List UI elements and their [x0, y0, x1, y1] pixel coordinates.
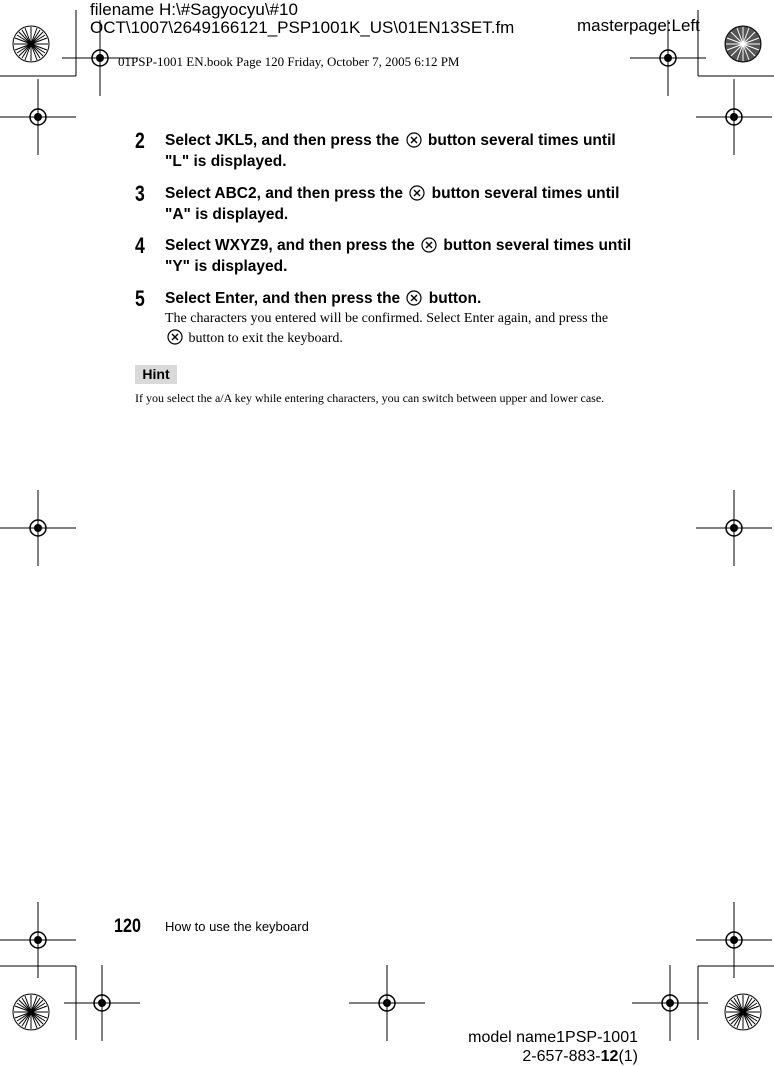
- page-number: 120: [114, 916, 141, 937]
- step-number: 3: [135, 181, 145, 206]
- cross-button-icon: [406, 132, 422, 148]
- masterpage-label: masterpage:Left: [577, 16, 700, 35]
- step-instruction: Select JKL5, and then press the button several times until "L" is displayed.: [165, 132, 616, 170]
- model-name: model name1PSP-1001: [468, 1029, 638, 1046]
- hint-badge: Hint: [135, 365, 177, 384]
- filename-line2: OCT\1007\2649166121_PSP1001K_US\01EN13SET.fm: [90, 18, 515, 37]
- step-instruction: Select WXYZ9, and then press the button several times until "Y" is displayed.: [165, 237, 632, 275]
- model-code: 2-657-883-12(1): [522, 1048, 638, 1065]
- cross-button-icon: [406, 290, 422, 306]
- filename-line1: filename H:\#Sagyocyu\#10: [90, 0, 298, 19]
- step-5-description: The characters you entered will be confirmed. Select Enter again, and press the button to exit the keyboard.: [165, 311, 609, 346]
- step-number: 4: [135, 233, 145, 258]
- section-title: How to use the keyboard: [165, 919, 309, 934]
- model-info: [468, 1028, 638, 1066]
- step-instruction: Select Enter, and then press the button.: [165, 290, 482, 307]
- step-number: 5: [135, 286, 145, 311]
- step-instruction: Select ABC2, and then press the button several times until "A" is displayed.: [165, 185, 620, 223]
- cross-button-icon: [421, 237, 437, 253]
- book-info: 01PSP-1001 EN.book Page 120 Friday, October 7, 2005 6:12 PM: [118, 54, 460, 69]
- cross-button-icon: [167, 329, 183, 345]
- hint-text: If you select the a/A key while entering characters, you can switch between upper and lower case.: [135, 391, 605, 405]
- cross-button-icon: [409, 185, 425, 201]
- step-number: 2: [135, 128, 145, 153]
